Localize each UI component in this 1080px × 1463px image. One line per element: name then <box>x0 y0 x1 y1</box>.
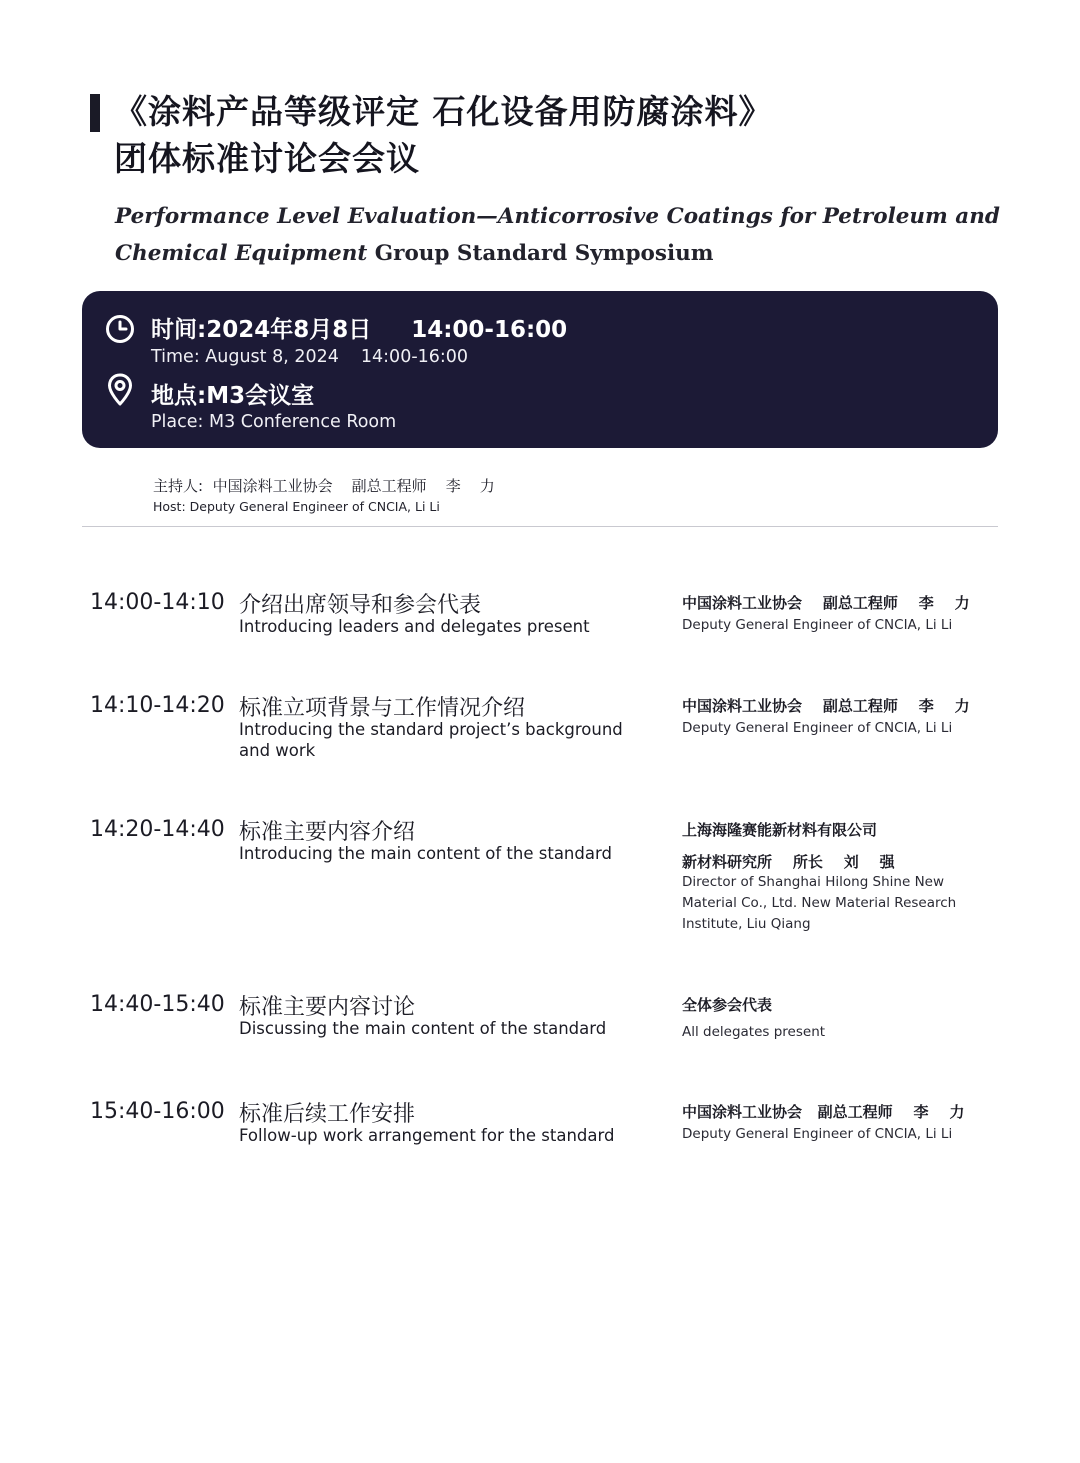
title-en-italic: Performance Level Evaluation—Anticorrosive Coatings for Petroleum and Chemical Equipment <box>115 204 1000 266</box>
agenda-speaker-en: Deputy General Engineer of CNCIA, Li Li <box>682 720 953 736</box>
agenda-topic-zh: 标准主要内容介绍 <box>239 820 416 845</box>
title-en-regular: Group Standard Symposium <box>367 241 714 266</box>
agenda-speaker-zh: 上海海隆赛能新材料有限公司 <box>682 821 878 839</box>
agenda-speaker-en: All delegates present <box>682 1024 826 1040</box>
agenda-topic-en: Introducing leaders and delegates present <box>239 617 590 636</box>
agenda-speaker-zh: 中国涂料工业协会 副总工程师 李 力 <box>682 594 970 612</box>
agenda-time: 14:20-14:40 <box>90 817 225 842</box>
host-zh: 主持人: 中国涂料工业协会 副总工程师 李 力 <box>153 477 495 495</box>
agenda-time: 14:40-15:40 <box>90 992 225 1017</box>
agenda-topic-zh: 标准后续工作安排 <box>239 1102 416 1127</box>
time-zh <box>151 311 567 344</box>
time-zh-date: 时间:2024年8月8日 <box>151 317 372 343</box>
agenda-speaker-zh-line-2: 新材料研究所 所长 刘 强 <box>682 853 895 871</box>
place-en: Place: M3 Conference Room <box>151 412 397 432</box>
agenda-topic-en: Introducing the standard project’s background and work <box>239 720 623 760</box>
meeting-info-box <box>82 291 998 448</box>
agenda-speaker-en: Director of Shanghai Hilong Shine New Material Co., Ltd. New Material Research Institute, Liu Qiang <box>682 874 957 932</box>
title-english <box>115 198 1010 272</box>
location-pin-icon <box>107 373 133 407</box>
agenda-speaker-en: Deputy General Engineer of CNCIA, Li Li <box>682 1126 953 1142</box>
agenda-topic-zh: 标准主要内容讨论 <box>239 995 416 1020</box>
agenda-topic-zh: 标准立项背景与工作情况介绍 <box>239 696 526 721</box>
title-zh-line-1: 《涂料产品等级评定 石化设备用防腐涂料》 <box>114 92 773 131</box>
agenda-speaker-zh: 中国涂料工业协会 副总工程师 李 力 <box>682 697 970 715</box>
title-accent-bar <box>90 94 100 132</box>
page-title <box>114 88 773 182</box>
time-en-date: Time: August 8, 2024 <box>151 347 339 367</box>
agenda-topic-en: Discussing the main content of the standard <box>239 1019 607 1038</box>
agenda-topic-en: Introducing the main content of the standard <box>239 844 612 863</box>
agenda-time: 14:00-14:10 <box>90 590 225 615</box>
place-zh: 地点:M3会议室 <box>151 383 315 409</box>
clock-icon <box>105 314 135 344</box>
agenda-speaker-zh: 中国涂料工业协会 副总工程师 李 力 <box>682 1103 965 1121</box>
agenda-time: 15:40-16:00 <box>90 1099 225 1124</box>
time-zh-range: 14:00-16:00 <box>411 317 568 343</box>
agenda-topic-en: Follow-up work arrangement for the standard <box>239 1126 615 1145</box>
agenda-speaker-en: Deputy General Engineer of CNCIA, Li Li <box>682 617 953 633</box>
agenda-speaker-zh: 全体参会代表 <box>682 996 773 1014</box>
time-en <box>151 347 468 367</box>
agenda-topic-zh: 介绍出席领导和参会代表 <box>239 593 482 618</box>
host-en: Host: Deputy General Engineer of CNCIA, Li Li <box>153 499 440 514</box>
title-zh-line-2: 团体标准讨论会会议 <box>114 139 420 178</box>
agenda-time: 14:10-14:20 <box>90 693 225 718</box>
time-en-range: 14:00-16:00 <box>360 347 469 367</box>
divider <box>82 526 998 527</box>
